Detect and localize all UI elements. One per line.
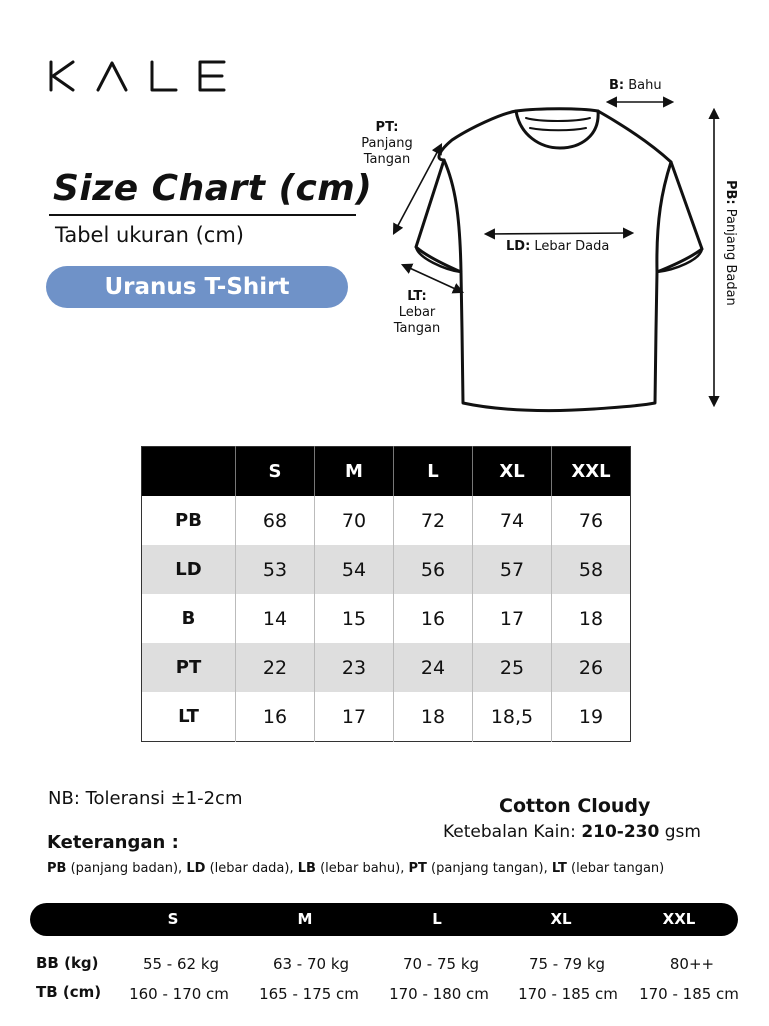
table-row (142, 496, 631, 545)
row-label: PT (142, 643, 236, 692)
fit-cell: 170 - 185 cm (639, 985, 739, 1003)
table-cell: 17 (473, 594, 552, 643)
table-cell: 15 (315, 594, 394, 643)
abbreviation-legend: PB (panjang badan), LD (lebar dada), LB (lebar bahu), PT (panjang tangan), LT (lebar tangan) (47, 861, 665, 876)
table-cell: 24 (394, 643, 473, 692)
size-header-s: S (236, 447, 315, 497)
table-cell: 19 (552, 692, 631, 742)
fabric-thickness-unit: gsm (664, 822, 701, 842)
table-cell: 25 (473, 643, 552, 692)
label-panjang-badan: PB: Panjang Badan (723, 180, 738, 306)
size-table-header-row (142, 447, 631, 497)
fit-cell: 170 - 185 cm (518, 985, 618, 1003)
fabric-thickness-label: Ketebalan Kain: (443, 822, 576, 842)
size-header-blank (142, 447, 236, 497)
table-cell: 22 (236, 643, 315, 692)
size-header-l: L (394, 447, 473, 497)
table-cell: 56 (394, 545, 473, 594)
table-cell: 57 (473, 545, 552, 594)
fit-cell: 170 - 180 cm (389, 985, 489, 1003)
table-cell: 16 (394, 594, 473, 643)
row-label: LD (142, 545, 236, 594)
table-cell: 18,5 (473, 692, 552, 742)
size-header-m: M (315, 447, 394, 497)
fit-cell: 70 - 75 kg (402, 955, 480, 973)
table-cell: 76 (552, 496, 631, 545)
fit-header-m: M (297, 910, 313, 928)
table-cell: 53 (236, 545, 315, 594)
table-cell: 68 (236, 496, 315, 545)
fabric-name: Cotton Cloudy (499, 795, 651, 817)
table-row (142, 594, 631, 643)
table-cell: 17 (315, 692, 394, 742)
row-label: LT (178, 706, 199, 727)
fit-cell: 55 - 62 kg (142, 955, 220, 973)
table-cell: 23 (315, 643, 394, 692)
table-row (142, 692, 631, 742)
fit-cell: 165 - 175 cm (259, 985, 359, 1003)
title-divider (49, 214, 356, 216)
fit-header-xl: XL (550, 910, 572, 928)
table-row (142, 643, 631, 692)
table-row (142, 545, 631, 594)
label-bahu: B: Bahu (609, 78, 662, 93)
fabric-thickness-value: 210-230 (581, 822, 660, 842)
table-cell: 16 (236, 692, 315, 742)
table-cell: 18 (394, 692, 473, 742)
fit-header-l: L (432, 910, 442, 928)
row-label: PB (175, 510, 202, 531)
fabric-thickness (443, 822, 701, 842)
table-cell: 26 (552, 643, 631, 692)
product-name-badge: Uranus T-Shirt (46, 266, 348, 308)
brand-logo (48, 60, 228, 92)
row-label: B (181, 608, 196, 629)
table-cell: 72 (394, 496, 473, 545)
fit-cell: 80++ (669, 955, 715, 973)
table-cell: 18 (552, 594, 631, 643)
keterangan-title: Keterangan : (47, 832, 179, 853)
fit-cell: 63 - 70 kg (272, 955, 350, 973)
table-cell: 74 (473, 496, 552, 545)
table-cell: 58 (552, 545, 631, 594)
size-header-xl: XL (473, 447, 552, 497)
fit-header-s: S (167, 910, 179, 928)
table-cell: 54 (315, 545, 394, 594)
size-header-xxl: XXL (552, 447, 631, 497)
fit-header-xxl: XXL (662, 910, 696, 928)
fit-row-label-height: TB (cm) (36, 983, 102, 1001)
kale-logo-icon (48, 60, 228, 92)
page-title: Size Chart (cm) (53, 168, 373, 209)
table-cell: 70 (315, 496, 394, 545)
label-lebar-dada: LD: Lebar Dada (506, 239, 610, 254)
table-cell: 14 (236, 594, 315, 643)
page-subtitle: Tabel ukuran (cm) (55, 223, 244, 247)
label-lebar-tangan: LT: Lebar Tangan (393, 289, 441, 336)
size-chart-table (141, 446, 631, 742)
fit-cell: 160 - 170 cm (129, 985, 229, 1003)
fit-cell: 75 - 79 kg (528, 955, 606, 973)
fit-table-header-bar (30, 903, 738, 936)
tolerance-note: NB: Toleransi ±1-2cm (48, 788, 243, 809)
label-panjang-tangan: PT: Panjang Tangan (361, 120, 413, 167)
fit-row-label-weight: BB (kg) (36, 954, 99, 972)
